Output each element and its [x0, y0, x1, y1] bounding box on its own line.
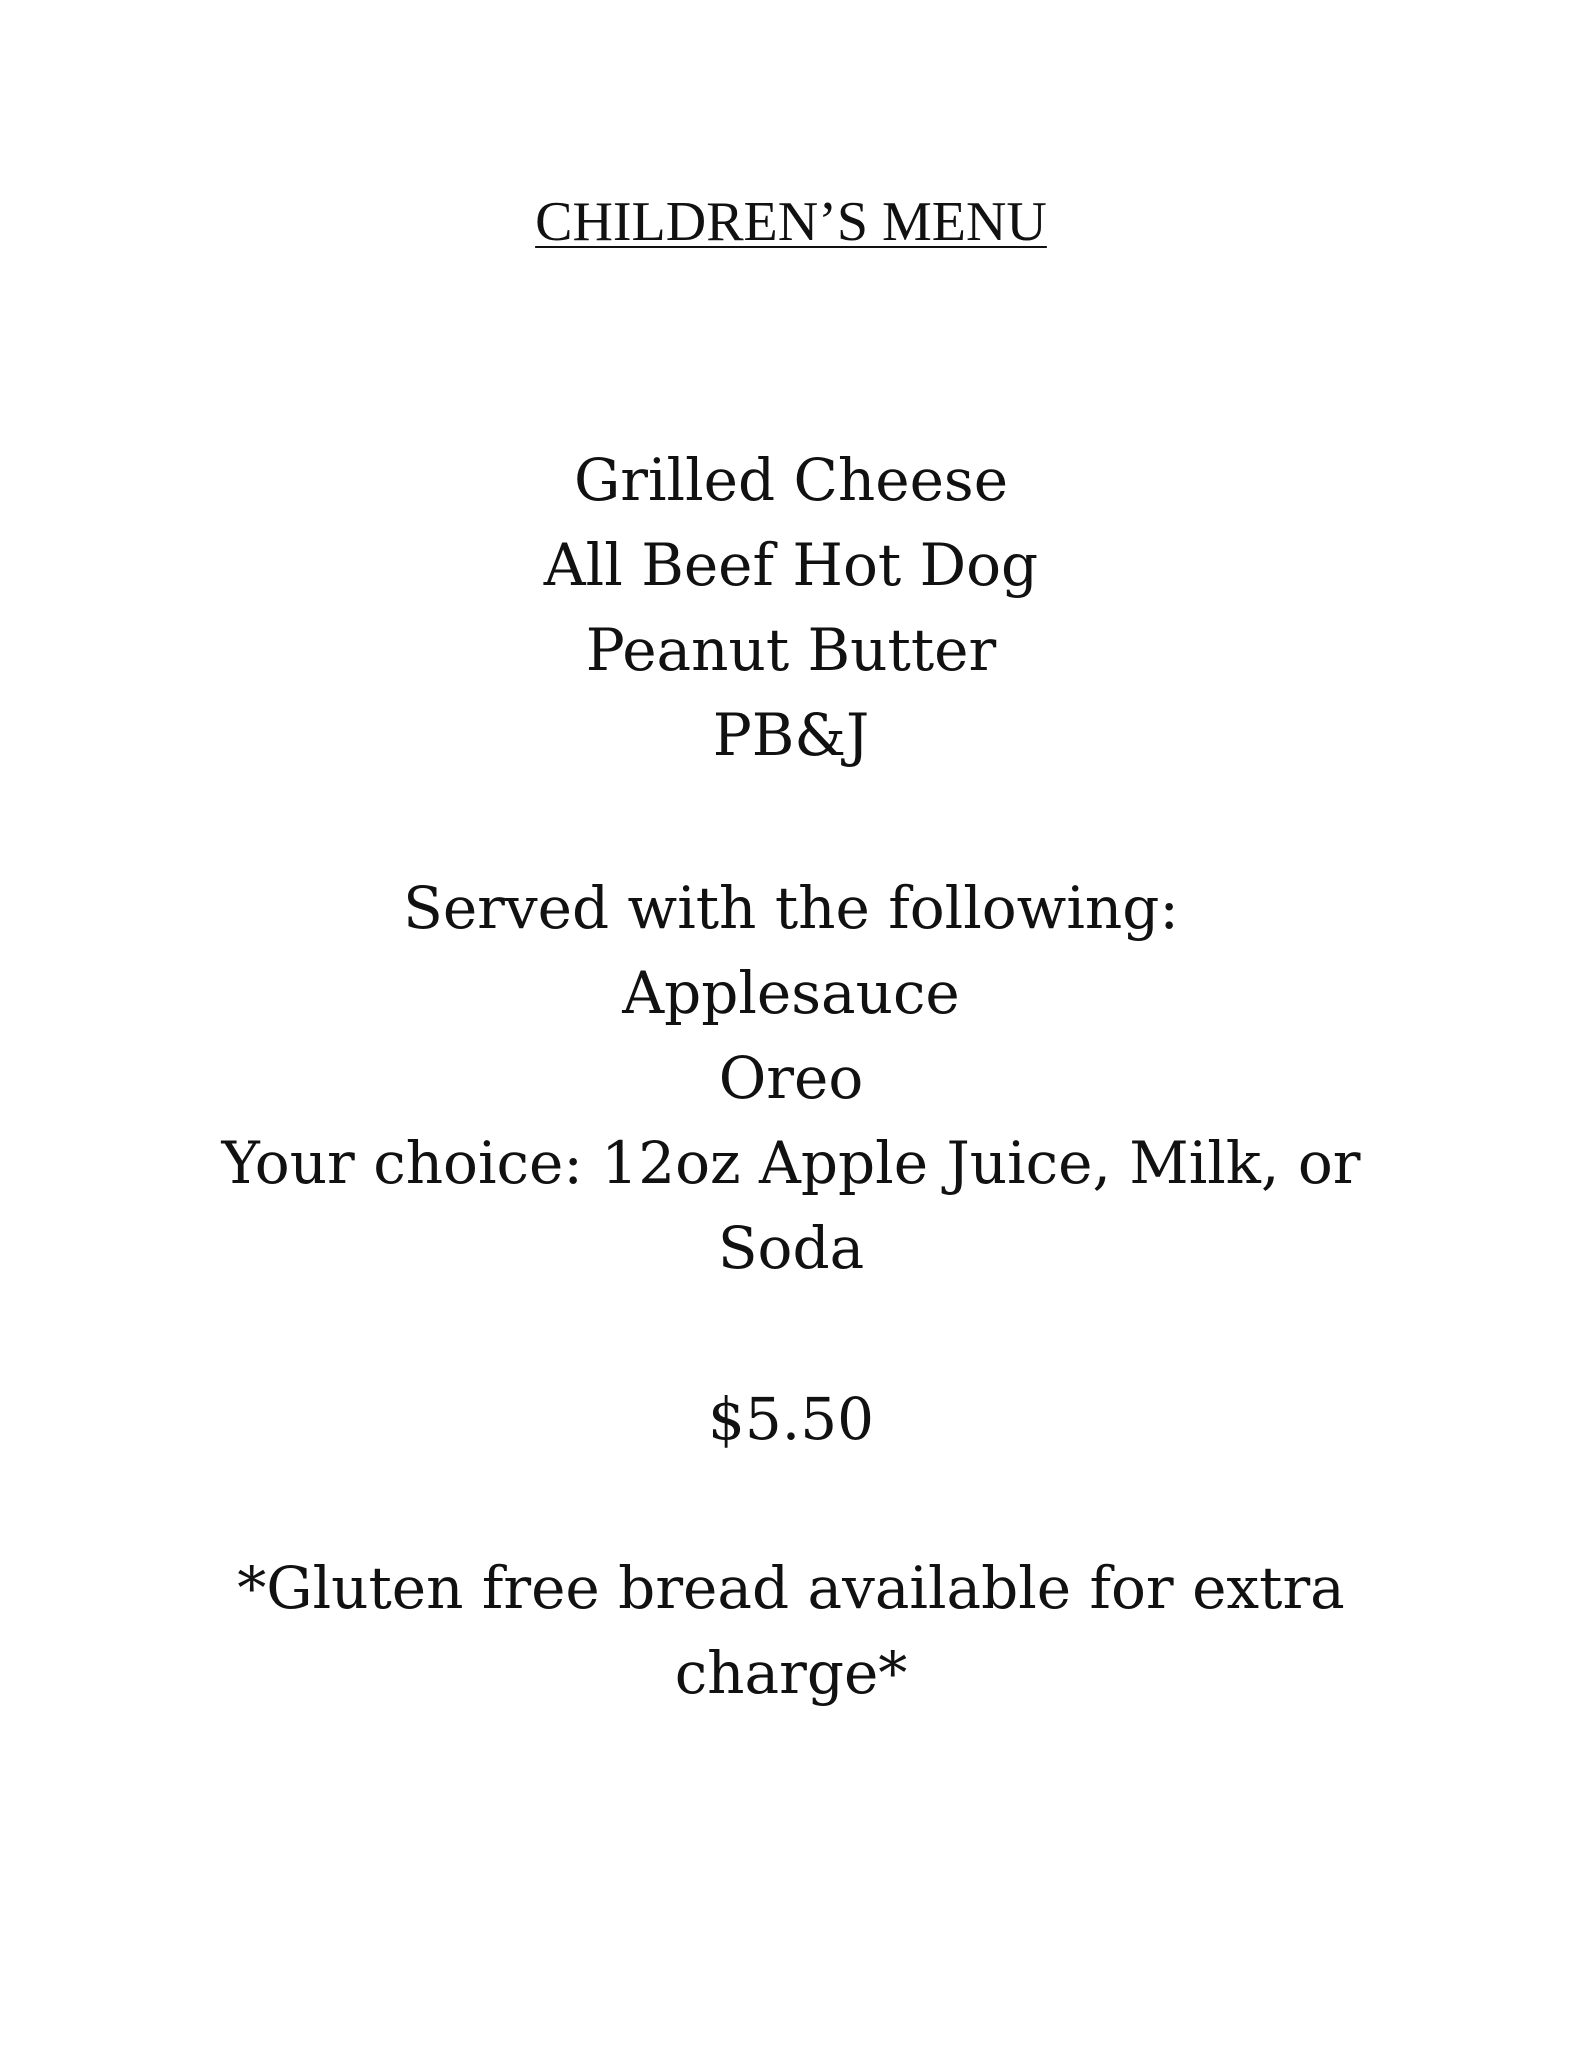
menu-item: Peanut Butter: [585, 616, 997, 684]
gluten-free-note: [0, 1546, 1582, 1716]
price: $5.50: [707, 1385, 875, 1453]
menu-item: Grilled Cheese: [573, 446, 1009, 514]
note-line: charge*: [674, 1639, 908, 1707]
side-item: Oreo: [718, 1044, 864, 1112]
menu-item: All Beef Hot Dog: [543, 531, 1039, 599]
served-with-section: [0, 866, 1582, 1291]
drink-choice-line: Soda: [717, 1214, 865, 1282]
side-item: Applesauce: [622, 959, 960, 1027]
menu-item: PB&J: [712, 701, 870, 769]
note-line: *Gluten free bread available for extra: [237, 1554, 1345, 1622]
drink-choice-line: Your choice: 12oz Apple Juice, Milk, or: [221, 1129, 1361, 1197]
menu-title: CHILDREN’S MENU: [535, 191, 1047, 253]
menu-items-list: [0, 438, 1582, 778]
served-with-heading: Served with the following:: [403, 874, 1179, 942]
